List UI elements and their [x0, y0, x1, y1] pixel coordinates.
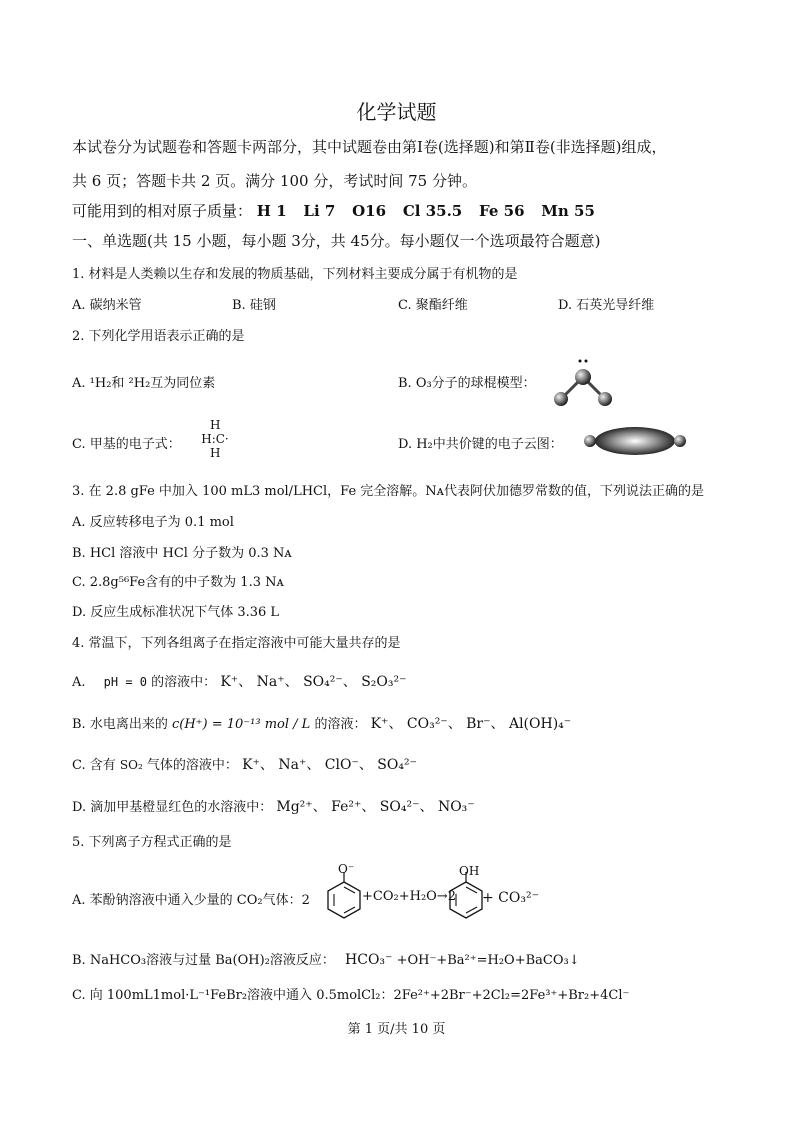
q4-c-ions: K⁺、 Na⁺、 ClO⁻、 SO₄²⁻	[242, 757, 417, 773]
q4-a-ions: K⁺、 Na⁺、 SO₄²⁻、 S₂O₃²⁻	[220, 674, 407, 690]
q4-c-mid: 气体的溶液中：	[146, 758, 238, 773]
q2-option-c: C. 甲基的电子式：	[72, 437, 181, 452]
q5-b-label: B. NaHCO₃溶液与过量 Ba(OH)₂溶液反应：	[72, 953, 335, 968]
q5-option-a-mid: +CO₂+H₂O→2	[362, 889, 456, 904]
q1-option-d: D. 石英光导纤维	[558, 298, 655, 313]
page-title: 化学试题	[356, 100, 437, 124]
q5-option-a-prefix: A. 苯酚钠溶液中通入少量的 CO₂气体：2	[72, 893, 310, 908]
q4-a-label: A.	[72, 675, 86, 690]
q4-option-c	[72, 754, 417, 774]
q4-a-mid: 的溶液中：	[151, 675, 217, 690]
h2-electron-cloud-image	[580, 426, 690, 456]
q4-b-ions: K⁺、 CO₃²⁻、 Br⁻、 Al(OH)₄⁻	[370, 716, 572, 732]
q5-b-hco3: HCO₃⁻	[345, 952, 393, 968]
atomic-mass-mn: Mn 55	[541, 202, 595, 220]
q4-stem: 4. 常温下，下列各组离子在指定溶液中可能大量共存的是	[72, 636, 401, 651]
atomic-mass-fe: Fe 56	[479, 202, 525, 220]
q3-stem: 3. 在 2.8 gFe 中加入 100 mL3 mol/LHCl，Fe 完全溶解。Nᴀ代表阿伏加德罗常数的值，下列说法正确的是	[72, 484, 704, 499]
q4-c-label: C. 含有	[72, 758, 116, 773]
q4-c-condition: SO₂	[119, 758, 143, 772]
ozone-ball-stick-model	[548, 350, 618, 410]
q1-stem: 1. 材料是人类赖以生存和发展的物质基础，下列材料主要成分属于有机物的是	[72, 267, 518, 282]
q3-option-b: B. HCl 溶液中 HCl 分子数为 0.3 Nᴀ	[72, 546, 292, 561]
q2-option-a: A. ¹H₂和 ²H₂互为同位素	[72, 376, 216, 391]
q4-option-a	[72, 671, 407, 691]
q5-option-c: C. 向 100mL1mol·L⁻¹FeBr₂溶液中通入 0.5molCl₂：2Fe²⁺+2Br⁻+2Cl₂=2Fe³⁺+Br₂+4Cl⁻	[72, 988, 630, 1003]
q4-option-b	[72, 713, 571, 733]
atomic-mass-line	[72, 200, 595, 221]
q4-b-label: B. 水电离出来的	[72, 717, 168, 732]
atomic-mass-h: H 1	[256, 202, 287, 220]
q1-option-c: C. 聚酯纤维	[398, 298, 468, 313]
q5-option-a-end: + CO₃²⁻	[482, 890, 539, 906]
section-heading: 一、单选题(共 15 小题，每小题 3分，共 45分。每小题仅一个选项最符合题意)	[72, 232, 601, 250]
q3-option-d: D. 反应生成标准状况下气体 3.36 L	[72, 605, 280, 620]
q5-b-rest: +OH⁻+Ba²⁺=H₂O+BaCO₃↓	[396, 953, 580, 968]
q2-option-b: B. O₃分子的球棍模型：	[398, 376, 536, 391]
q1-option-a: A. 碳纳米管	[72, 298, 142, 313]
atomic-mass-o: O16	[352, 202, 387, 220]
phenoxide-o-minus: O⁻	[338, 862, 355, 876]
q3-option-a: A. 反应转移电子为 0.1 mol	[72, 515, 234, 530]
q3-option-c: C. 2.8g⁵⁶Fe含有的中子数为 1.3 Nᴀ	[72, 575, 284, 590]
page-footer: 第 1 页/共 10 页	[347, 1022, 446, 1037]
phenol-oh: OH	[459, 864, 480, 878]
intro-line-2: 共 6 页；答题卡共 2 页。满分 100 分，考试时间 75 分钟。	[72, 172, 477, 190]
q4-b-condition: c(H⁺) = 10⁻¹³ mol / L	[171, 717, 311, 732]
methyl-h-top: H	[210, 418, 221, 432]
q1-option-b: B. 硅钢	[232, 298, 276, 313]
methyl-h-c-row: H:C·	[201, 432, 229, 446]
methyl-electron-formula	[196, 418, 234, 460]
atomic-mass-label: 可能用到的相对原子质量：	[72, 202, 253, 220]
q5-option-b	[72, 949, 580, 968]
q5-stem: 5. 下列离子方程式正确的是	[72, 835, 232, 850]
q4-a-condition: pH = 0	[103, 675, 148, 689]
q4-option-d	[72, 796, 475, 816]
atomic-mass-cl: Cl 35.5	[402, 202, 463, 220]
q4-d-label: D. 滴加甲基橙显红色的水溶液中：	[72, 800, 273, 815]
atomic-mass-li: Li 7	[303, 202, 336, 220]
q2-stem: 2. 下列化学用语表示正确的是	[72, 329, 245, 344]
intro-line-1: 本试卷分为试题卷和答题卡两部分，其中试题卷由第Ⅰ卷(选择题)和第Ⅱ卷(非选择题)组成，	[72, 138, 667, 156]
q4-d-ions: Mg²⁺、 Fe²⁺、 SO₄²⁻、 NO₃⁻	[276, 799, 475, 815]
q4-b-mid: 的溶液：	[314, 717, 367, 732]
methyl-h-bottom: H	[210, 446, 221, 460]
q2-option-d: D. H₂中共价键的电子云图：	[398, 437, 563, 452]
